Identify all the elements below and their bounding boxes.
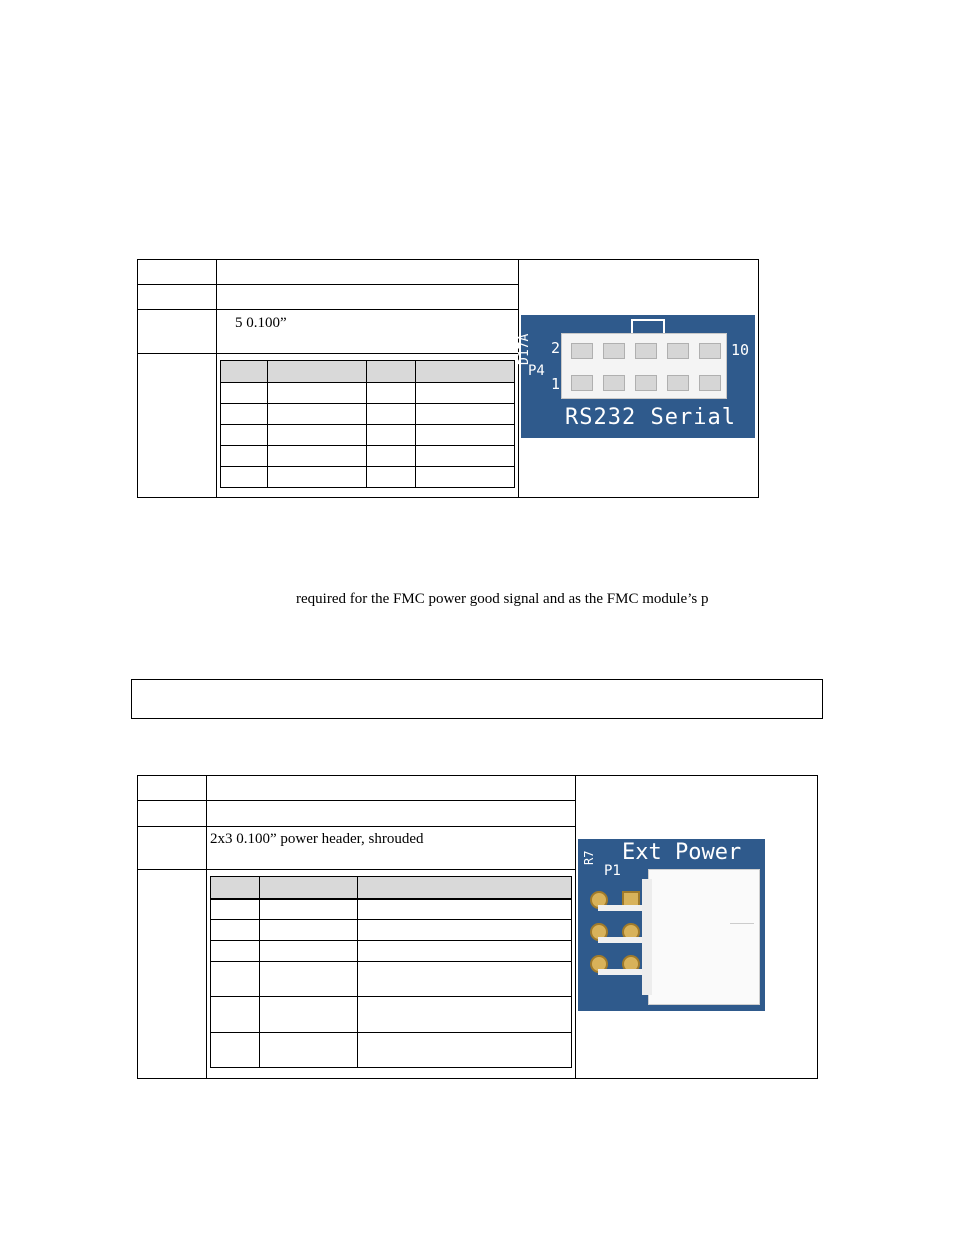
table-cell	[221, 446, 268, 467]
table-row	[211, 877, 572, 899]
table-cell	[221, 361, 268, 383]
table-cell	[260, 899, 358, 920]
table-cell	[221, 425, 268, 446]
table-row	[211, 941, 572, 962]
table-row	[221, 467, 515, 488]
table-cell	[358, 997, 572, 1033]
note-box	[131, 679, 823, 719]
connector-pin	[603, 375, 625, 391]
table-cell	[367, 467, 416, 488]
table-cell	[358, 941, 572, 962]
table-cell	[211, 997, 260, 1033]
pin-label-10: 10	[731, 341, 750, 359]
serial-table-divider-label	[216, 259, 217, 498]
table-cell	[211, 941, 260, 962]
table-cell	[268, 425, 367, 446]
ext-power-header-photo	[578, 839, 765, 1011]
table-row	[221, 361, 515, 383]
table-cell	[211, 899, 260, 920]
ext-power-silkscreen-caption: Ext Power	[622, 840, 742, 865]
table-cell	[221, 467, 268, 488]
table-cell	[260, 941, 358, 962]
table-cell	[268, 361, 367, 383]
connector-pin	[667, 343, 689, 359]
serial-pinout-table	[220, 360, 515, 488]
power-table-divider-label	[206, 775, 207, 1079]
serial-header-type-value: 5 0.100”	[235, 315, 287, 331]
connector-pin	[571, 343, 593, 359]
table-row	[221, 446, 515, 467]
connector-shroud-edge	[642, 879, 652, 995]
table-row	[211, 1033, 572, 1068]
power-table-row-rule	[137, 869, 575, 870]
connector-latch-mark	[730, 923, 754, 924]
table-cell	[211, 962, 260, 997]
table-cell	[260, 877, 358, 899]
power-table-divider-image	[575, 775, 576, 1079]
table-cell	[211, 920, 260, 941]
pin-label-1: 1	[551, 375, 561, 393]
table-cell	[358, 877, 572, 899]
table-cell	[211, 1033, 260, 1068]
table-row	[211, 997, 572, 1033]
table-row	[221, 383, 515, 404]
serial-table-divider-image	[518, 259, 519, 498]
table-cell	[416, 446, 515, 467]
connector-pin	[635, 343, 657, 359]
connector-pin	[571, 375, 593, 391]
serial-table-row-rule	[137, 284, 518, 285]
power-pinout-table	[210, 876, 572, 1068]
table-cell	[260, 920, 358, 941]
serial-table-row-rule	[137, 353, 518, 354]
table-cell	[260, 962, 358, 997]
ref-designator-p1: P1	[604, 863, 621, 879]
table-cell	[221, 404, 268, 425]
table-cell	[416, 467, 515, 488]
table-row	[211, 962, 572, 997]
table-cell	[358, 920, 572, 941]
table-cell	[260, 997, 358, 1033]
table-cell	[268, 467, 367, 488]
body-paragraph: required for the FMC power good signal and as the FMC module’s p	[296, 591, 709, 607]
table-cell	[211, 877, 260, 899]
table-row	[211, 920, 572, 941]
power-table-row-rule	[137, 826, 575, 827]
table-cell	[416, 425, 515, 446]
table-row	[221, 404, 515, 425]
table-row	[211, 899, 572, 920]
table-cell	[358, 962, 572, 997]
ref-designator-p4: P4	[528, 363, 545, 379]
table-cell	[268, 383, 367, 404]
serial-table-row-rule	[137, 309, 518, 310]
connector-pin	[667, 375, 689, 391]
table-row	[221, 425, 515, 446]
table-cell	[260, 1033, 358, 1068]
table-cell	[367, 361, 416, 383]
table-cell	[221, 383, 268, 404]
connector-pin	[699, 343, 721, 359]
connector-shroud	[648, 869, 760, 1005]
power-table-row-rule	[137, 800, 575, 801]
rs232-header-photo	[517, 315, 755, 438]
connector-pin	[603, 343, 625, 359]
table-cell	[416, 361, 515, 383]
table-cell	[358, 899, 572, 920]
pin-label-2: 2	[551, 339, 561, 357]
power-header-type-value: 2x3 0.100” power header, shrouded	[210, 831, 424, 847]
rs232-silkscreen-caption: RS232 Serial	[565, 405, 736, 430]
connector-pin	[699, 375, 721, 391]
table-cell	[416, 404, 515, 425]
ref-designator-d17a: D17A	[517, 333, 532, 365]
connector-pin	[635, 375, 657, 391]
table-cell	[358, 1033, 572, 1068]
table-cell	[367, 425, 416, 446]
table-cell	[367, 383, 416, 404]
table-cell	[367, 404, 416, 425]
table-cell	[268, 446, 367, 467]
ref-designator-r7: R7	[582, 850, 596, 865]
table-cell	[268, 404, 367, 425]
table-cell	[416, 383, 515, 404]
table-cell	[367, 446, 416, 467]
